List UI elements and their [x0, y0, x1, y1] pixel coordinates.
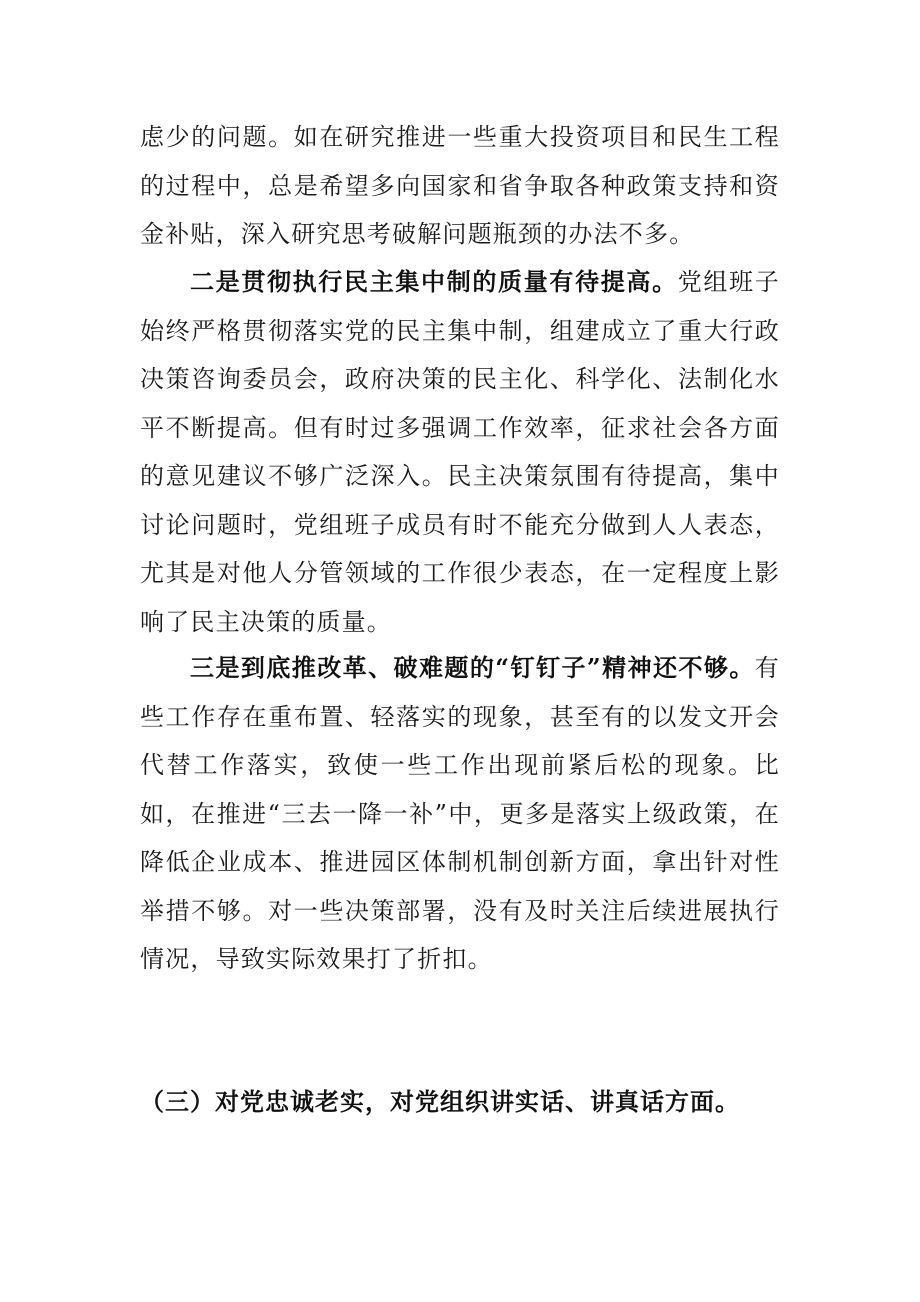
- paragraph-text: 有些工作存在重布置、轻落实的现象，甚至有的以发文开会代替工作落实，致使一些工作出现前紧后松的现象。比如，在推进“三去一降一补”中，更多是落实上级政策，在降低企业成本、推进园区体制机制创新方面，拿出针对性举措不够。对一些决策部署，没有及时关注后续进展执行情况，导致实际效果打了折扣。: [140, 654, 780, 973]
- paragraph-lead: 二是贯彻执行民主集中制的质量有待提高。: [190, 267, 678, 296]
- paragraph-text: 党组班子始终严格贯彻落实党的民主集中制，组建成立了重大行政决策咨询委员会，政府决策的民主化、科学化、法制化水平不断提高。但有时过多强调工作效率，征求社会各方面的意见建议不够广泛深入。民主决策氛围有待提高，集中讨论问题时，党组班子成员有时不能充分做到人人表态，尤其是对他人分管领域的工作很少表态，在一定程度上影响了民主决策的质量。: [140, 268, 780, 636]
- paragraph-text: 虑少的问题。如在研究推进一些重大投资项目和民生工程的过程中，总是希望多向国家和省争取各种政策支持和资金补贴，深入研究思考破解问题瓶颈的办法不多。: [140, 123, 780, 248]
- paragraph-lead: 三是到底推改革、破难题的“钉钉子”精神还不够。: [190, 653, 755, 682]
- paragraph-democratic-centralism: [140, 258, 780, 646]
- paragraph-reform-spirit: [140, 644, 780, 984]
- paragraph-continuation: [140, 113, 780, 259]
- section-heading: （三）对党忠诚老实，对党组织讲实话、讲真话方面。: [140, 1087, 740, 1116]
